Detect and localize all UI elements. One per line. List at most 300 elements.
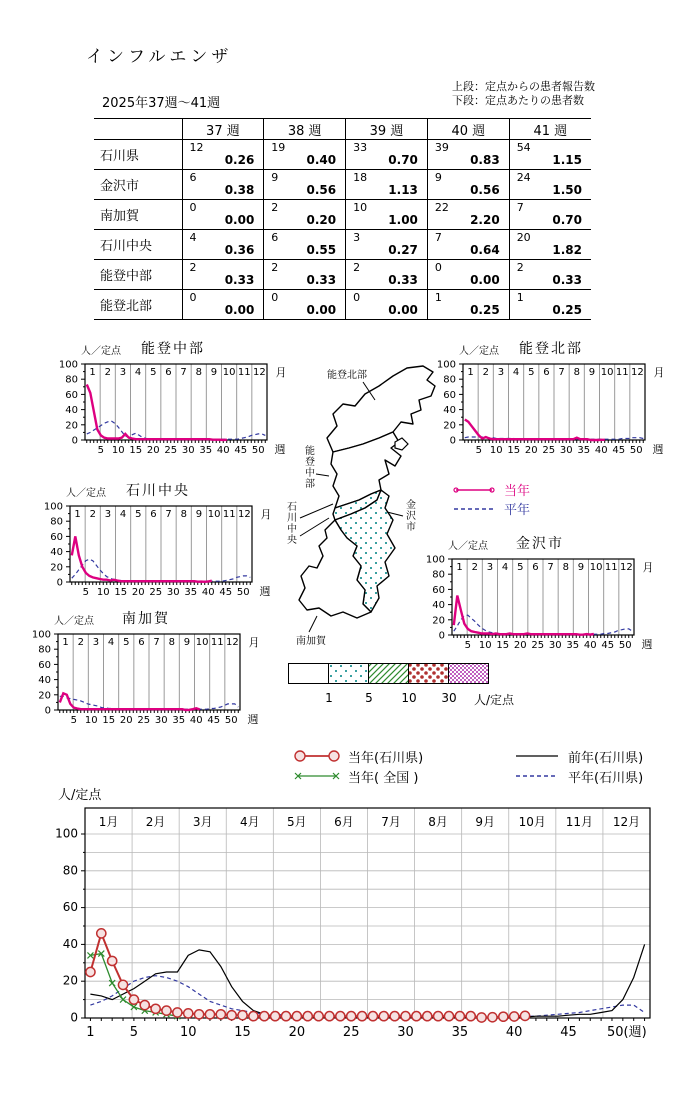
report-count: 33	[353, 141, 368, 154]
legend-current-ishikawa: 当年(石川県)	[348, 750, 424, 766]
svg-text:5: 5	[82, 587, 89, 598]
region-name-cell: 能登北部	[94, 290, 182, 320]
svg-text:10: 10	[222, 367, 236, 378]
report-count: 1	[434, 291, 442, 304]
svg-text:週: 週	[259, 585, 271, 598]
per-sentinel-rate: 0.20	[306, 213, 337, 227]
svg-text:50: 50	[251, 445, 265, 456]
big-chart-y-axis-label: 人/定点	[58, 788, 102, 803]
report-count: 2	[353, 261, 361, 274]
report-count: 0	[189, 201, 197, 214]
svg-text:40: 40	[38, 675, 51, 687]
svg-text:35: 35	[566, 640, 580, 651]
per-sentinel-rate: 0.83	[470, 153, 500, 167]
svg-text:能登中部: 能登中部	[305, 446, 315, 490]
week-value-cell	[346, 140, 428, 170]
svg-text:20: 20	[288, 1025, 306, 1040]
report-count: 22	[434, 201, 449, 214]
svg-text:12: 12	[631, 367, 644, 378]
per-sentinel-rate: 0.40	[306, 153, 337, 167]
week-value-cell	[264, 260, 346, 290]
svg-text:5: 5	[135, 509, 142, 520]
y-axis-unit-label: 人／定点	[81, 346, 121, 357]
table-row	[94, 200, 591, 230]
week-value-cell	[182, 230, 264, 260]
svg-text:12: 12	[253, 367, 266, 378]
svg-text:5: 5	[517, 562, 524, 573]
svg-text:8: 8	[195, 367, 202, 378]
per-sentinel-rate: 0.33	[552, 273, 582, 287]
per-sentinel-rate: 0.25	[470, 303, 500, 317]
report-count: 6	[271, 231, 279, 244]
svg-text:50: 50	[236, 587, 250, 598]
svg-text:4: 4	[107, 637, 115, 648]
svg-text:7: 7	[558, 367, 565, 378]
week-value-cell	[509, 230, 591, 260]
svg-text:100: 100	[31, 629, 51, 641]
svg-text:60: 60	[38, 659, 51, 671]
svg-text:10: 10	[207, 509, 221, 520]
svg-text:11: 11	[604, 562, 618, 573]
per-sentinel-rate: 0.38	[224, 183, 255, 197]
svg-text:10: 10	[478, 640, 492, 651]
table-note	[452, 80, 595, 108]
report-count: 3	[353, 231, 361, 244]
per-sentinel-rate: 0.55	[306, 243, 337, 257]
legend-previous-ishikawa: 前年(石川県)	[568, 750, 644, 766]
svg-text:月: 月	[275, 366, 287, 379]
svg-text:20: 20	[513, 640, 527, 651]
per-sentinel-rate: 1.13	[388, 183, 418, 197]
svg-text:0: 0	[70, 1010, 78, 1025]
svg-text:週: 週	[274, 443, 286, 456]
svg-text:7: 7	[180, 367, 187, 378]
svg-text:50: 50	[618, 640, 632, 651]
svg-text:7: 7	[153, 637, 160, 648]
report-count: 2	[189, 261, 197, 274]
week-value-cell	[427, 290, 509, 320]
svg-text:2: 2	[77, 637, 84, 648]
svg-text:3: 3	[486, 562, 494, 573]
svg-text:50: 50	[629, 445, 643, 456]
week-header: 37 週	[182, 119, 264, 140]
svg-text:5: 5	[129, 1025, 139, 1040]
scale-label: 10	[401, 691, 417, 705]
svg-text:20: 20	[65, 420, 78, 432]
svg-text:50(週): 50(週)	[606, 1025, 647, 1040]
region-name-cell: 金沢市	[94, 170, 182, 200]
svg-text:0: 0	[56, 577, 63, 589]
svg-text:4: 4	[119, 509, 127, 520]
current-ishikawa-line-sample	[292, 749, 342, 763]
report-count: 54	[516, 141, 531, 154]
svg-text:45: 45	[207, 715, 221, 726]
svg-text:6月: 6月	[334, 815, 354, 829]
period-subtitle: 2025年37週～41週	[102, 96, 221, 111]
week-header: 39 週	[346, 119, 428, 140]
region-name-cell: 石川中央	[94, 230, 182, 260]
y-axis-unit-label: 人／定点	[448, 541, 488, 552]
per-sentinel-rate: 0.26	[224, 153, 255, 167]
week-value-cell	[264, 230, 346, 260]
weekly-table-header-row	[94, 119, 591, 140]
table-row	[94, 170, 591, 200]
svg-text:35: 35	[451, 1025, 469, 1040]
svg-text:20: 20	[62, 973, 78, 988]
svg-text:60: 60	[443, 389, 456, 401]
svg-text:40: 40	[201, 587, 215, 598]
svg-text:60: 60	[50, 531, 63, 543]
svg-text:40: 40	[65, 405, 78, 417]
svg-text:6: 6	[150, 509, 157, 520]
svg-text:15: 15	[496, 640, 510, 651]
svg-text:1: 1	[467, 367, 474, 378]
per-sentinel-rate: 0.70	[388, 153, 418, 167]
week-value-cell	[264, 170, 346, 200]
svg-text:10: 10	[600, 367, 614, 378]
note-line-lower: 下段：定点あたりの患者数	[452, 94, 584, 107]
legend-current-national: 当年( 全国 )	[348, 770, 419, 786]
svg-text:1: 1	[89, 367, 96, 378]
svg-text:25: 25	[542, 445, 556, 456]
report-count: 9	[271, 171, 279, 184]
svg-text:45: 45	[601, 640, 615, 651]
svg-text:35: 35	[184, 587, 198, 598]
small-chart-legend	[452, 480, 530, 518]
svg-text:20: 20	[131, 587, 145, 598]
report-count: 6	[189, 171, 197, 184]
svg-text:0: 0	[44, 705, 51, 717]
per-sentinel-rate: 1.00	[388, 213, 418, 227]
svg-text:12月: 12月	[612, 815, 641, 829]
normal-year-line-sample	[512, 769, 562, 783]
svg-text:3: 3	[497, 367, 505, 378]
report-count: 10	[353, 201, 368, 214]
week-header: 40 週	[427, 119, 509, 140]
table-row	[94, 140, 591, 170]
per-sentinel-rate: 0.64	[470, 243, 500, 257]
svg-text:週: 週	[652, 443, 664, 456]
svg-text:80: 80	[443, 374, 456, 386]
per-sentinel-rate: 0.25	[552, 303, 582, 317]
per-sentinel-rate: 0.70	[552, 213, 582, 227]
svg-text:40: 40	[583, 640, 597, 651]
svg-text:5: 5	[150, 367, 157, 378]
week-value-cell	[509, 170, 591, 200]
svg-text:10: 10	[111, 445, 125, 456]
svg-text:月: 月	[260, 508, 272, 521]
current-year-line-sample	[452, 485, 496, 495]
per-sentinel-rate: 0.00	[306, 303, 337, 317]
week-value-cell	[182, 200, 264, 230]
svg-text:8: 8	[180, 509, 187, 520]
week-value-cell	[509, 260, 591, 290]
svg-text:5: 5	[97, 445, 104, 456]
report-count: 1	[516, 291, 524, 304]
svg-text:25: 25	[164, 445, 178, 456]
week-value-cell	[346, 290, 428, 320]
weekly-table-body	[94, 140, 591, 320]
week-value-cell	[264, 290, 346, 320]
svg-text:11: 11	[237, 367, 251, 378]
report-count: 7	[434, 231, 442, 244]
svg-text:8: 8	[562, 562, 569, 573]
svg-text:20: 20	[443, 420, 456, 432]
chart-title: 能登中部	[141, 341, 205, 357]
week-value-cell	[346, 170, 428, 200]
week-value-cell	[509, 290, 591, 320]
report-count: 2	[271, 201, 279, 214]
svg-text:50: 50	[224, 715, 238, 726]
svg-text:月: 月	[642, 561, 654, 574]
svg-text:80: 80	[62, 863, 78, 878]
svg-text:30: 30	[181, 445, 195, 456]
svg-text:40: 40	[432, 600, 445, 612]
y-axis-unit-label: 人／定点	[66, 488, 106, 499]
svg-text:80: 80	[50, 516, 63, 528]
svg-text:100: 100	[43, 501, 63, 513]
scale-unit-label: 人/定点	[473, 693, 515, 707]
svg-text:11月: 11月	[565, 815, 594, 829]
svg-text:12: 12	[238, 509, 251, 520]
y-axis-unit-label: 人／定点	[54, 616, 94, 627]
svg-text:60: 60	[62, 900, 78, 915]
per-sentinel-rate: 0.33	[306, 273, 337, 287]
report-count: 9	[434, 171, 442, 184]
svg-text:45: 45	[234, 445, 248, 456]
big-chart-legend	[292, 746, 688, 786]
svg-text:3: 3	[119, 367, 127, 378]
svg-text:30: 30	[559, 445, 573, 456]
svg-text:15: 15	[234, 1025, 251, 1040]
svg-text:0: 0	[449, 435, 456, 447]
svg-text:35: 35	[577, 445, 591, 456]
chart-minamikaga	[28, 608, 264, 736]
svg-text:6: 6	[543, 367, 550, 378]
svg-text:60: 60	[432, 584, 445, 596]
report-count: 2	[271, 261, 279, 274]
region-name-cell: 石川県	[94, 140, 182, 170]
svg-text:25: 25	[137, 715, 151, 726]
svg-text:20: 20	[524, 445, 538, 456]
per-sentinel-rate: 0.00	[224, 213, 255, 227]
week-value-cell	[264, 200, 346, 230]
week-header: 38 週	[264, 119, 346, 140]
note-line-upper: 上段：定点からの患者報告数	[452, 80, 595, 93]
y-axis-unit-label: 人／定点	[459, 346, 499, 357]
svg-text:3月: 3月	[192, 815, 213, 829]
table-row	[94, 230, 591, 260]
svg-text:20: 20	[50, 562, 63, 574]
report-count: 18	[353, 171, 368, 184]
week-value-cell	[346, 260, 428, 290]
week-value-cell	[427, 230, 509, 260]
svg-text:5: 5	[70, 715, 77, 726]
report-count: 24	[516, 171, 531, 184]
svg-text:3: 3	[92, 637, 100, 648]
svg-text:9: 9	[577, 562, 585, 573]
report-count: 12	[189, 141, 204, 154]
region-name-cell: 南加賀	[94, 200, 182, 230]
table-row	[94, 290, 591, 320]
legend-current-label: 当年	[504, 484, 531, 499]
report-count: 2	[516, 261, 524, 274]
week-value-cell	[509, 140, 591, 170]
svg-text:能登北部: 能登北部	[327, 370, 367, 381]
per-sentinel-rate: 0.56	[470, 183, 500, 197]
svg-text:20: 20	[119, 715, 133, 726]
svg-text:15: 15	[102, 715, 116, 726]
svg-text:35: 35	[172, 715, 186, 726]
svg-text:15: 15	[129, 445, 143, 456]
chart-title: 南加賀	[122, 611, 170, 627]
ishikawa-region-map	[283, 360, 458, 660]
svg-text:1: 1	[456, 562, 463, 573]
report-count: 7	[516, 201, 524, 214]
svg-text:45: 45	[219, 587, 233, 598]
svg-text:6: 6	[138, 637, 145, 648]
svg-text:45: 45	[612, 445, 626, 456]
svg-text:8月: 8月	[428, 815, 448, 829]
chart-ishikawa-chuo	[40, 480, 276, 608]
svg-text:4月: 4月	[239, 815, 260, 829]
svg-text:0: 0	[438, 630, 445, 642]
svg-text:40: 40	[189, 715, 203, 726]
svg-text:月: 月	[653, 366, 665, 379]
week-value-cell	[264, 140, 346, 170]
svg-text:25: 25	[149, 587, 163, 598]
svg-text:石川中央: 石川中央	[287, 502, 297, 546]
svg-text:5月: 5月	[287, 815, 307, 829]
svg-text:30: 30	[166, 587, 180, 598]
svg-text:100: 100	[58, 359, 78, 371]
svg-text:40: 40	[505, 1025, 523, 1040]
corner-cell	[94, 119, 182, 140]
svg-text:1: 1	[74, 509, 81, 520]
svg-text:月: 月	[248, 636, 260, 649]
svg-text:10: 10	[84, 715, 98, 726]
week-value-cell	[427, 260, 509, 290]
per-sentinel-rate: 0.00	[470, 273, 500, 287]
svg-text:11: 11	[210, 637, 224, 648]
svg-text:80: 80	[65, 374, 78, 386]
svg-text:30: 30	[548, 640, 562, 651]
svg-text:25: 25	[342, 1025, 360, 1040]
per-sentinel-rate: 1.50	[552, 183, 582, 197]
svg-text:9: 9	[195, 509, 203, 520]
chart-title: 能登北部	[519, 341, 583, 357]
svg-text:30: 30	[397, 1025, 414, 1040]
svg-text:8: 8	[168, 637, 175, 648]
svg-text:80: 80	[38, 644, 51, 656]
table-row	[94, 260, 591, 290]
chart-title: 石川中央	[126, 483, 190, 499]
per-sentinel-rate: 0.33	[388, 273, 418, 287]
svg-text:1月: 1月	[98, 815, 119, 829]
svg-text:15: 15	[114, 587, 128, 598]
svg-text:11: 11	[615, 367, 629, 378]
svg-text:7月: 7月	[381, 815, 401, 829]
per-sentinel-rate: 0.00	[224, 303, 255, 317]
per-sentinel-rate: 0.56	[306, 183, 337, 197]
svg-text:3: 3	[104, 509, 112, 520]
map-level-scalebar	[288, 663, 558, 705]
chart-noto-hokubu	[433, 338, 669, 466]
svg-text:5: 5	[464, 640, 471, 651]
svg-text:45: 45	[560, 1025, 577, 1040]
svg-text:10: 10	[489, 445, 503, 456]
report-count: 0	[434, 261, 442, 274]
scale-label: 5	[365, 691, 373, 705]
svg-text:10月: 10月	[518, 815, 546, 829]
svg-text:20: 20	[432, 615, 445, 627]
svg-text:週: 週	[247, 713, 259, 726]
svg-text:4: 4	[134, 367, 142, 378]
svg-text:2: 2	[482, 367, 489, 378]
svg-text:10: 10	[179, 1025, 197, 1040]
svg-text:15: 15	[507, 445, 521, 456]
svg-text:2: 2	[471, 562, 478, 573]
svg-text:4: 4	[512, 367, 520, 378]
report-count: 39	[434, 141, 449, 154]
previous-year-line-sample	[512, 749, 562, 763]
svg-text:60: 60	[65, 389, 78, 401]
per-sentinel-rate: 1.82	[552, 243, 582, 257]
weekly-table	[94, 118, 591, 320]
report-count: 4	[189, 231, 197, 244]
week-value-cell	[346, 230, 428, 260]
svg-text:9: 9	[210, 367, 218, 378]
chart-title: 金沢市	[516, 536, 564, 552]
week-value-cell	[509, 200, 591, 230]
svg-text:5: 5	[123, 637, 130, 648]
per-sentinel-rate: 0.36	[224, 243, 255, 257]
svg-text:10: 10	[195, 637, 209, 648]
svg-text:6: 6	[165, 367, 172, 378]
report-count: 0	[271, 291, 279, 304]
svg-text:9: 9	[183, 637, 191, 648]
per-sentinel-rate: 0.27	[388, 243, 418, 257]
svg-text:7: 7	[547, 562, 554, 573]
per-sentinel-rate: 2.20	[470, 213, 500, 227]
svg-text:40: 40	[50, 547, 63, 559]
per-sentinel-rate: 0.33	[224, 273, 255, 287]
legend-normal-ishikawa: 平年(石川県)	[568, 770, 644, 786]
region-name-cell: 能登中部	[94, 260, 182, 290]
per-sentinel-rate: 0.00	[388, 303, 418, 317]
normal-year-line-sample	[452, 504, 496, 514]
svg-text:南加賀: 南加賀	[296, 636, 326, 647]
week-value-cell	[346, 200, 428, 230]
svg-text:100: 100	[436, 359, 456, 371]
week-value-cell	[182, 260, 264, 290]
svg-text:40: 40	[62, 936, 78, 951]
chart-noto-chubu	[55, 338, 291, 466]
report-count: 19	[271, 141, 286, 154]
report-count: 0	[353, 291, 361, 304]
svg-text:35: 35	[199, 445, 213, 456]
page-title: インフルエンザ	[86, 47, 233, 67]
svg-text:5: 5	[475, 445, 482, 456]
svg-text:金沢市: 金沢市	[406, 500, 416, 533]
svg-text:20: 20	[146, 445, 160, 456]
svg-text:1: 1	[86, 1025, 95, 1040]
svg-text:0: 0	[71, 435, 78, 447]
week-value-cell	[182, 140, 264, 170]
svg-text:30: 30	[154, 715, 168, 726]
week-header: 41 週	[509, 119, 591, 140]
svg-text:6: 6	[532, 562, 539, 573]
